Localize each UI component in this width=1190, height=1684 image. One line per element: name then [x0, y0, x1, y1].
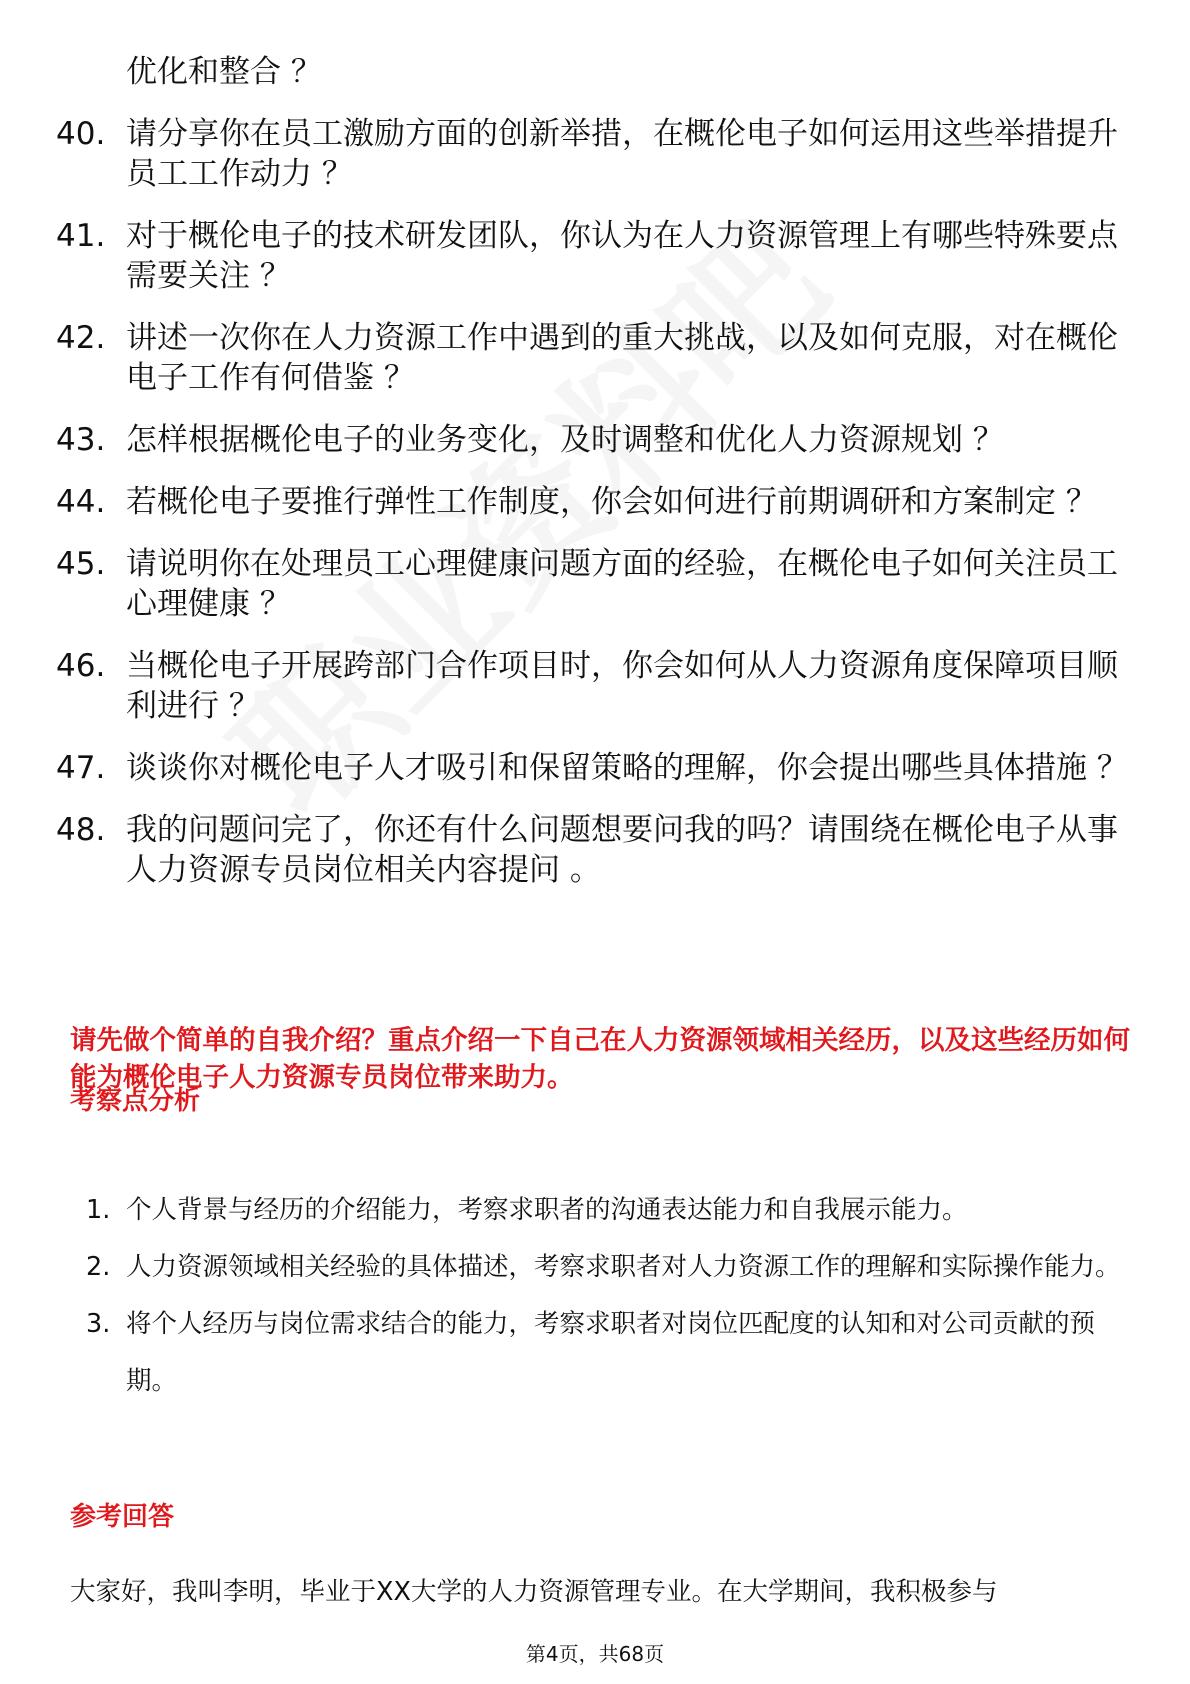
analysis-item: [86, 1239, 1126, 1296]
question-text: 讲述一次你在人力资源工作中遇到的重大挑战，以及如何克服，对在概伦电子工作有何借鉴 ？: [126, 320, 1118, 396]
question-continuation: 优化和整合 ？: [126, 54, 322, 90]
analysis-heading: 考察点分析: [70, 1086, 201, 1116]
question-number: 43.: [56, 422, 106, 458]
question-number: 42.: [56, 320, 106, 356]
question-item: [56, 748, 1136, 788]
question-text: 请说明你在处理员工心理健康问题方面的经验，在概伦电子如何关注员工心理健康 ？: [126, 546, 1118, 622]
analysis-item: [86, 1182, 1126, 1239]
analysis-text: 个人背景与经历的介绍能力，考察求职者的沟通表达能力和自我展示能力。: [126, 1195, 968, 1225]
question-number: 46.: [56, 648, 106, 684]
analysis-text: 将个人经历与岗位需求结合的能力，考察求职者对岗位匹配度的认知和对公司贡献的预期。: [126, 1309, 1096, 1396]
question-item: [56, 810, 1136, 890]
analysis-text: 人力资源领域相关经验的具体描述，考察求职者对人力资源工作的理解和实际操作能力。: [126, 1252, 1121, 1282]
question-item: [56, 420, 1136, 460]
question-number: 47.: [56, 750, 106, 786]
highlighted-question: 请先做个简单的自我介绍？重点介绍一下自己在人力资源领域相关经历，以及这些经历如何能为概伦电子人力资源专员岗位带来助力。: [70, 1025, 1130, 1093]
question-list: [56, 114, 1136, 912]
question-number: 45.: [56, 546, 106, 582]
question-text: 若概伦电子要推行弹性工作制度，你会如何进行前期调研和方案制定 ？: [126, 484, 1097, 520]
question-text: 怎样根据概伦电子的业务变化，及时调整和优化人力资源规划 ？: [126, 422, 1004, 458]
question-item: [56, 544, 1136, 624]
question-item: [56, 646, 1136, 726]
question-number: 40.: [56, 116, 106, 152]
analysis-number: 3.: [86, 1309, 111, 1339]
page-footer: 第4页，共68页: [525, 1642, 665, 1666]
question-text: 我的问题问完了，你还有什么问题想要问我的吗？请围绕在概伦电子从事人力资源专员岗位相关内容提问 。: [126, 812, 1118, 888]
answer-heading: 参考回答: [70, 1502, 175, 1532]
question-number: 44.: [56, 484, 106, 520]
question-text: 谈谈你对概伦电子人才吸引和保留策略的理解，你会提出哪些具体措施 ？: [126, 750, 1128, 786]
answer-paragraph: 大家好，我叫李明，毕业于XX大学的人力资源管理专业。在大学期间，我积极参与: [70, 1577, 998, 1607]
question-item: [56, 318, 1136, 398]
question-number: 48.: [56, 812, 106, 848]
analysis-number: 2.: [86, 1252, 111, 1282]
question-text: 请分享你在员工激励方面的创新举措，在概伦电子如何运用这些举措提升员工工作动力 ？: [126, 116, 1118, 192]
analysis-number: 1.: [86, 1195, 111, 1225]
question-item: [56, 114, 1136, 194]
question-item: [56, 482, 1136, 522]
question-text: 对于概伦电子的技术研发团队，你认为在人力资源管理上有哪些特殊要点需要关注 ？: [126, 218, 1118, 294]
analysis-list: [86, 1182, 1126, 1410]
question-number: 41.: [56, 218, 106, 254]
question-text: 当概伦电子开展跨部门合作项目时，你会如何从人力资源角度保障项目顺利进行 ？: [126, 648, 1118, 724]
question-item: [56, 216, 1136, 296]
analysis-item: [86, 1296, 1126, 1410]
